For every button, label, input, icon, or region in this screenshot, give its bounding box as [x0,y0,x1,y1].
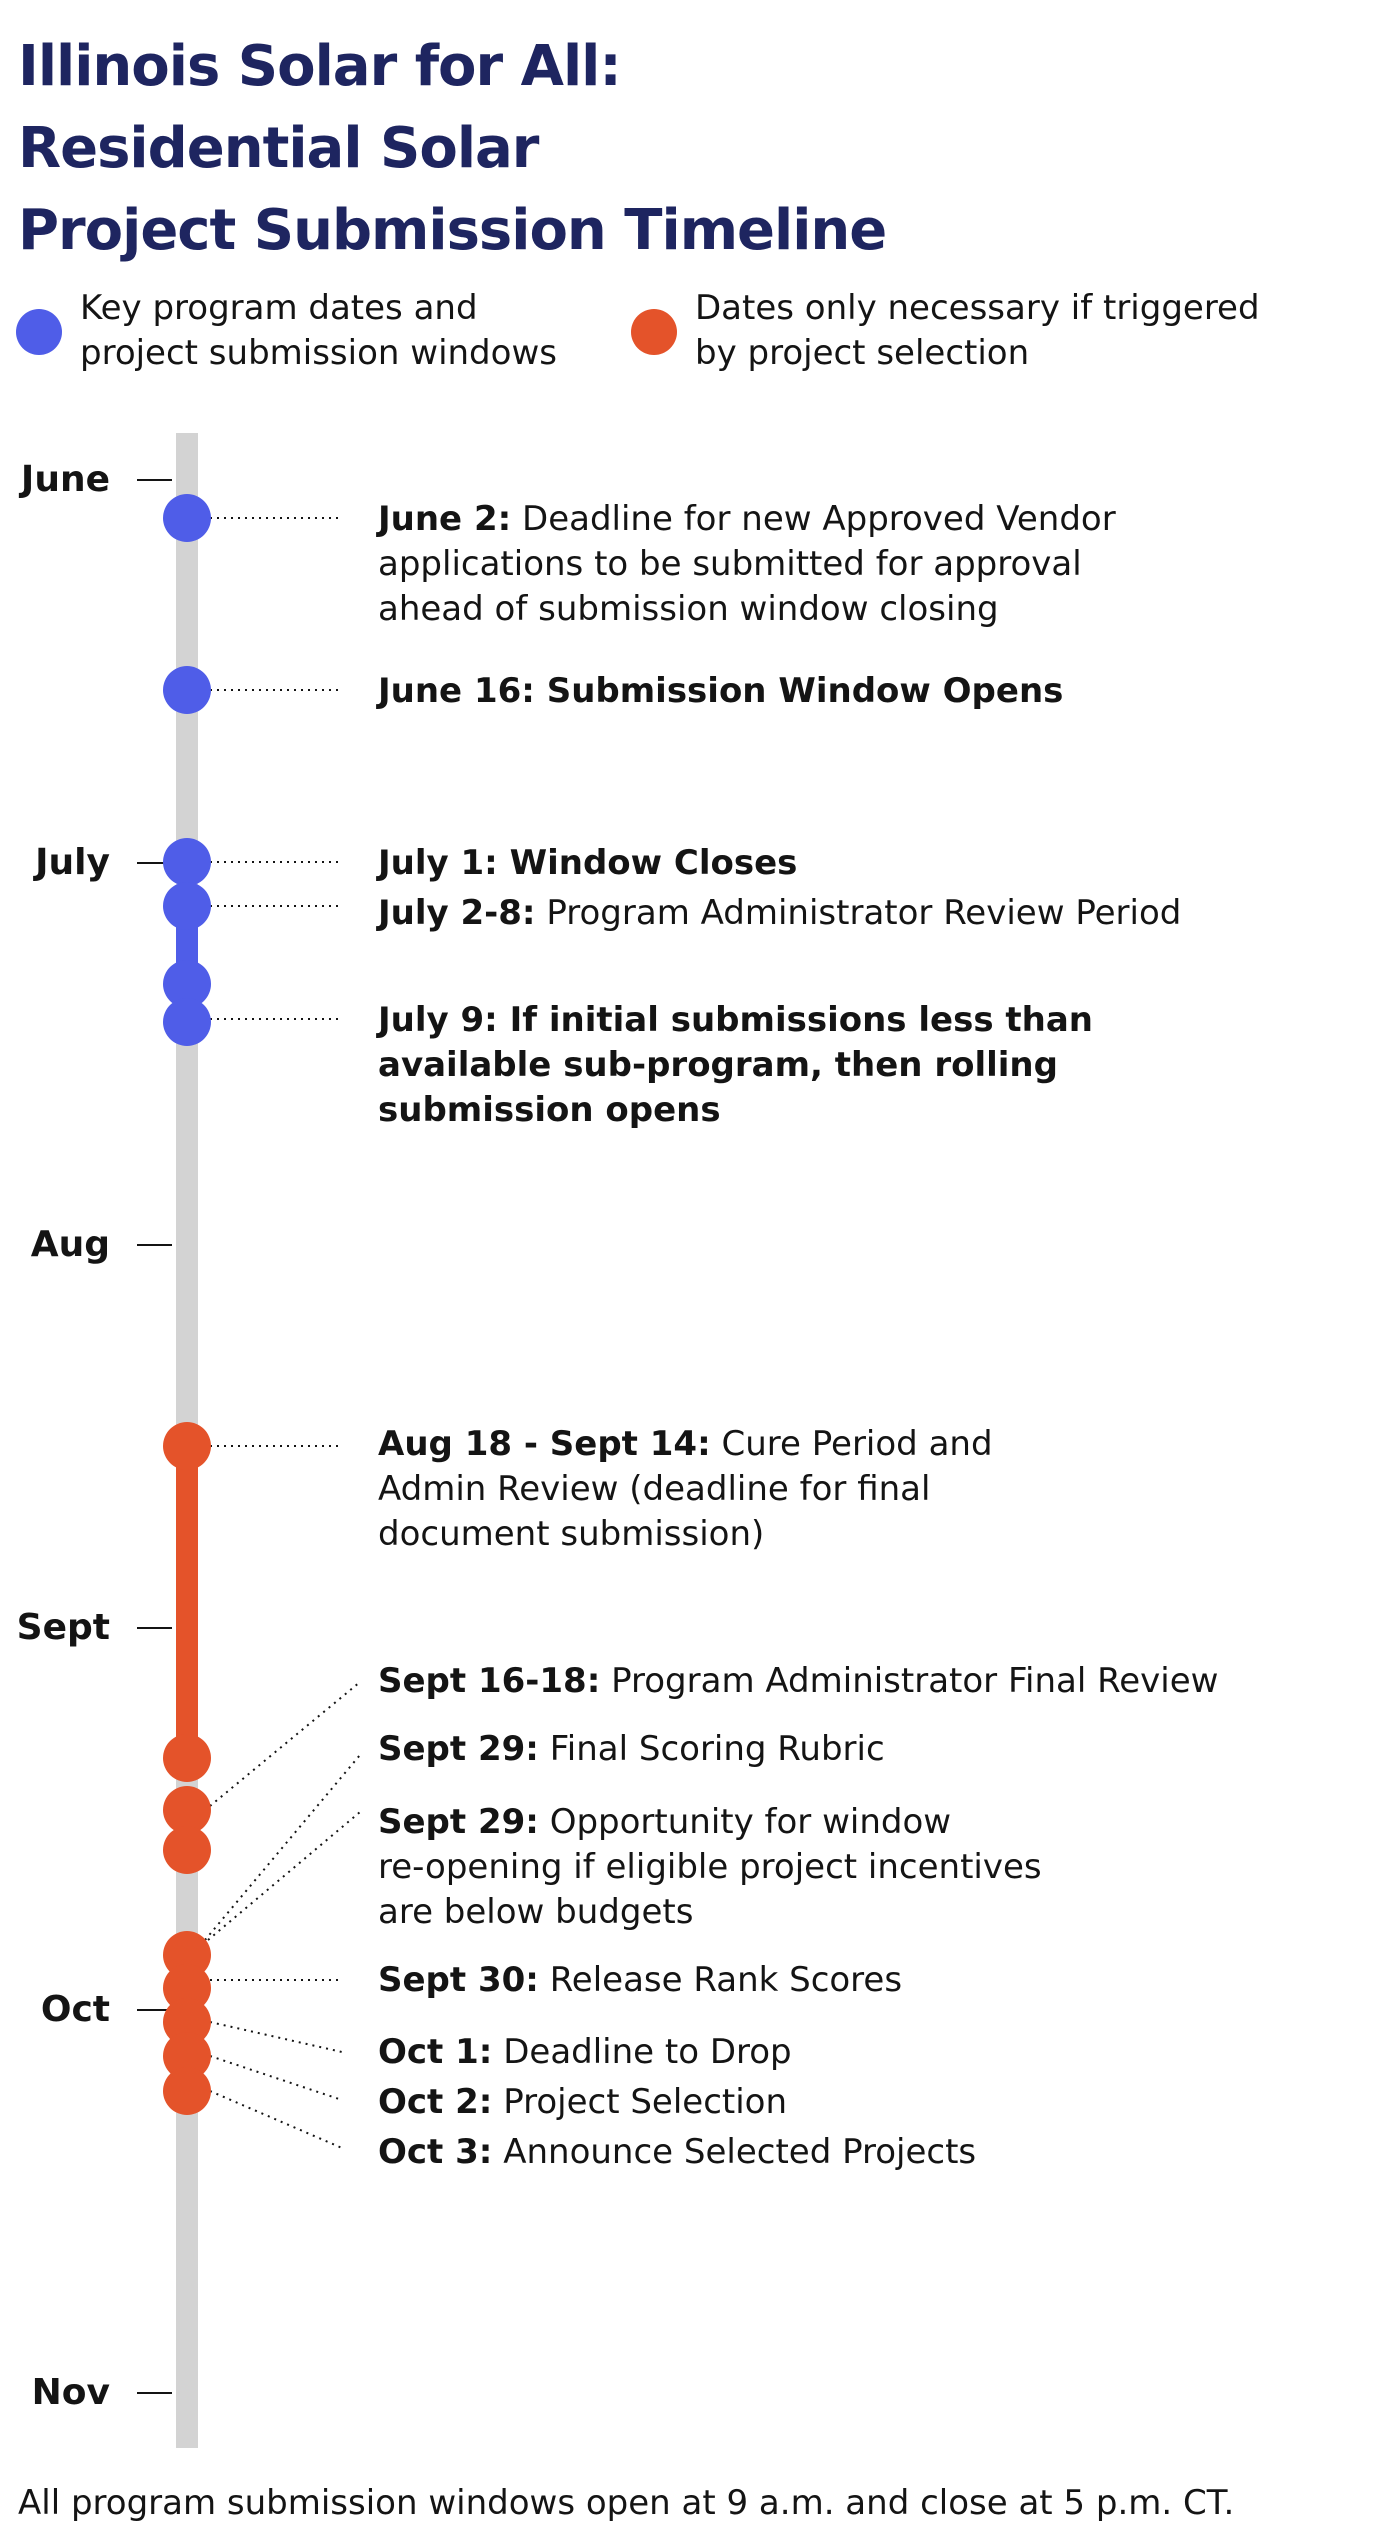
event-june-2-line-1 [378,497,1116,542]
event-sept-29-reopen [378,1800,1042,1935]
event-sept-29-reopen-desc-2: re-opening if eligible project incentives [378,1847,1042,1887]
event-aug-18-desc-2: Admin Review (deadline for final [378,1469,931,1509]
event-sept-29-reopen-desc-3: are below budgets [378,1892,694,1932]
event-sept-29-rubric [378,1727,885,1772]
legend-triggered-line-1: Dates only necessary if triggered [695,288,1260,328]
event-oct-3-date: Oct 3: [378,2132,493,2172]
month-label-july: July [35,842,110,883]
event-june-2 [378,497,1116,632]
event-dot-july-1 [163,838,211,886]
event-sept-16-18-date: Sept 16-18: [378,1661,601,1701]
title-line-1: Illinois Solar for All: [18,34,621,99]
event-june-2-desc-3: ahead of submission window closing [378,589,999,629]
event-dot-aug-18 [163,1422,211,1470]
month-label-june: June [20,459,110,500]
event-dot-june-16 [163,666,211,714]
leader-lines [205,518,360,2148]
event-june-16 [378,669,1063,714]
event-sept-16-18-desc: Program Administrator Final Review [600,1661,1219,1701]
legend-key-line-2: project submission windows [80,333,557,373]
event-sept-29-rubric-desc: Final Scoring Rubric [538,1729,885,1769]
event-oct-3-desc: Announce Selected Projects [492,2132,977,2172]
leader-sept-16 [210,1682,360,1806]
event-aug-18-desc-3: document submission) [378,1514,765,1554]
month-label-aug: Aug [30,1224,110,1265]
month-label-oct: Oct [40,1989,110,2030]
event-sept-16-18 [378,1659,1218,1704]
leader-sept-29-reopen [208,1812,360,1940]
event-june-2-date: June 2: [378,499,512,539]
footer-note: All program submission windows open at 9 a.m. and close at 5 p.m. CT. [18,2483,1235,2523]
event-sept-29-reopen-desc-1: Opportunity for window [538,1802,952,1842]
event-aug-18-desc-1: Cure Period and [710,1424,993,1464]
event-july-9-desc-1: available sub-program, then rolling [378,1045,1058,1085]
event-aug-18-date: Aug 18 - Sept 14: [378,1424,711,1464]
event-sept-30-date: Sept 30: [378,1960,539,2000]
event-sept-30-desc: Release Rank Scores [538,1960,903,2000]
event-aug-18-line-1 [378,1422,993,1467]
title-line-3: Project Submission Timeline [18,198,887,263]
leader-sept-29-rubric [205,1755,360,1940]
event-aug-18 [378,1422,993,1557]
event-oct-2 [378,2080,787,2125]
event-sept-30 [378,1958,902,2003]
event-july-1-date: July 1: Window Closes [378,843,798,883]
event-july-9-desc-2: submission opens [378,1090,721,1130]
month-label-sept: Sept [16,1607,110,1648]
event-sept-29-reopen-date: Sept 29: [378,1802,539,1842]
event-sept-29-reopen-line-1 [378,1800,1042,1845]
leader-oct-3 [210,2091,342,2148]
event-oct-2-date: Oct 2: [378,2082,493,2122]
leader-oct-1 [210,2022,342,2052]
event-oct-1-date: Oct 1: [378,2032,493,2072]
range-bar-cure-period [176,1447,198,1760]
event-july-2-8 [378,891,1181,936]
title-line-2: Residential Solar [18,116,539,181]
legend-triggered-line-2: by project selection [695,333,1030,373]
event-oct-1 [378,2030,792,2075]
event-sept-29-rubric-date: Sept 29: [378,1729,539,1769]
event-oct-1-desc: Deadline to Drop [492,2032,792,2072]
event-june-16-date: June 16: Submission Window Opens [378,671,1064,711]
event-dot-oct-3 [163,2067,211,2115]
event-dot-july-2 [163,882,211,930]
event-july-9 [378,998,1093,1133]
event-dot-july-9 [163,998,211,1046]
event-dot-june-2 [163,494,211,542]
event-june-2-desc-1: Deadline for new Approved Vendor [511,499,1116,539]
leader-oct-2 [210,2056,342,2100]
event-july-2-8-desc: Program Administrator Review Period [535,893,1182,933]
event-oct-2-desc: Project Selection [492,2082,788,2122]
month-label-nov: Nov [31,2372,110,2413]
event-july-1 [378,841,797,886]
event-oct-3 [378,2130,976,2175]
event-july-9-date: July 9: If initial submissions less than [378,1000,1093,1040]
event-june-2-desc-2: applications to be submitted for approval [378,544,1082,584]
legend-key-line-1: Key program dates and [80,288,478,328]
event-july-2-8-date: July 2-8: [378,893,536,933]
event-dot-sept-14 [163,1734,211,1782]
event-dot-sept-18 [163,1826,211,1874]
